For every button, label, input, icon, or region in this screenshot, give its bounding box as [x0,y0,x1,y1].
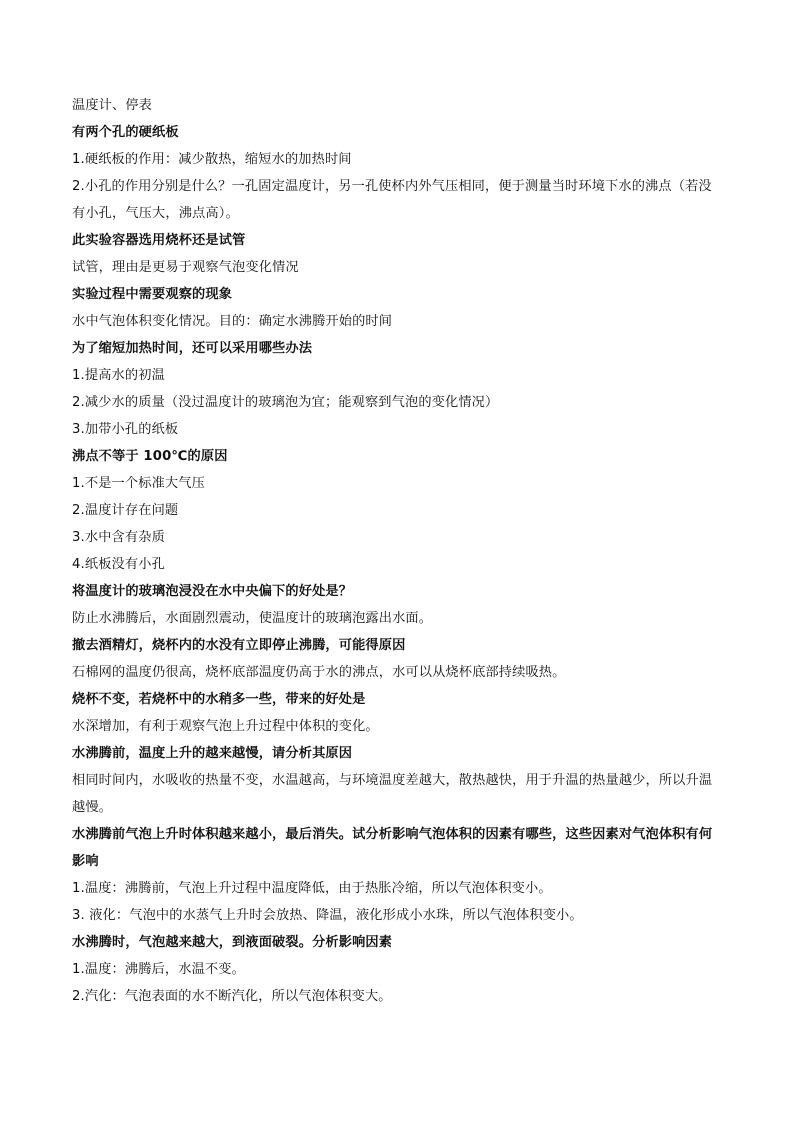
text-line: 1.温度：沸腾前，气泡上升过程中温度降低，由于热胀冷缩，所以气泡体积变小。 [72,881,552,896]
question-heading: 水沸腾时，气泡越来越大，到液面破裂。分析影响因素 [72,935,393,950]
question-heading: 撤去酒精灯，烧杯内的水没有立即停止沸腾，可能得原因 [72,638,406,653]
text-line: 3.水中含有杂质 [72,530,165,545]
text-line: 温度计、停表 [72,98,153,113]
text-line: 3.加带小孔的纸板 [72,422,179,437]
text-line: 水中气泡体积变化情况。目的：确定水沸腾开始的时间 [72,314,393,329]
text-line: 1.硬纸板的作用：减少散热，缩短水的加热时间 [72,152,352,167]
question-heading: 水沸腾前，温度上升的越来越慢，请分析其原因 [72,746,353,761]
question-heading: 有两个孔的硬纸板 [72,125,179,140]
document-body [72,92,722,1010]
text-line: 4.纸板没有小孔 [72,557,165,572]
text-line: 3. 液化：气泡中的水蒸气上升时会放热、降温，液化形成小水珠，所以气泡体积变小。 [72,908,583,923]
question-heading: 此实验容器选用烧杯还是试管 [72,233,246,248]
text-line: 2.汽化：气泡表面的水不断汽化，所以气泡体积变大。 [72,989,392,1004]
question-heading: 烧杯不变，若烧杯中的水稍多一些，带来的好处是 [72,692,366,707]
question-heading: 沸点不等于 100℃的原因 [72,449,228,464]
text-line: 2.温度计存在问题 [72,503,179,518]
text-line: 相同时间内，水吸收的热量不变，水温越高，与环境温度差越大，散热越快，用于升温的热量越少，所以升温越慢。 [72,773,713,815]
text-line: 2.小孔的作用分别是什么？一孔固定温度计，另一孔使杯内外气压相同，便于测量当时环境下水的沸点（若没有小孔，气压大，沸点高）。 [72,179,712,221]
text-line: 防止水沸腾后，水面剧烈震动，使温度计的玻璃泡露出水面。 [72,611,433,626]
text-line: 石棉网的温度仍很高，烧杯底部温度仍高于水的沸点，水可以从烧杯底部持续吸热。 [72,665,566,680]
question-heading: 水沸腾前气泡上升时体积越来越小，最后消失。试分析影响气泡体积的因素有哪些，这些因素对气泡体积有何影响 [72,827,713,869]
text-line: 1.不是一个标准大气压 [72,476,205,491]
question-heading: 实验过程中需要观察的现象 [72,287,233,302]
text-line: 2.减少水的质量（没过温度计的玻璃泡为宜；能观察到气泡的变化情况） [72,395,499,410]
text-line: 水深增加，有利于观察气泡上升过程中体积的变化。 [72,719,379,734]
text-line: 试管，理由是更易于观察气泡变化情况 [72,260,299,275]
question-heading: 为了缩短加热时间，还可以采用哪些办法 [72,341,313,356]
text-line: 1.提高水的初温 [72,368,165,383]
text-line: 1.温度：沸腾后，水温不变。 [72,962,245,977]
question-heading: 将温度计的玻璃泡浸没在水中央偏下的好处是？ [72,584,353,599]
